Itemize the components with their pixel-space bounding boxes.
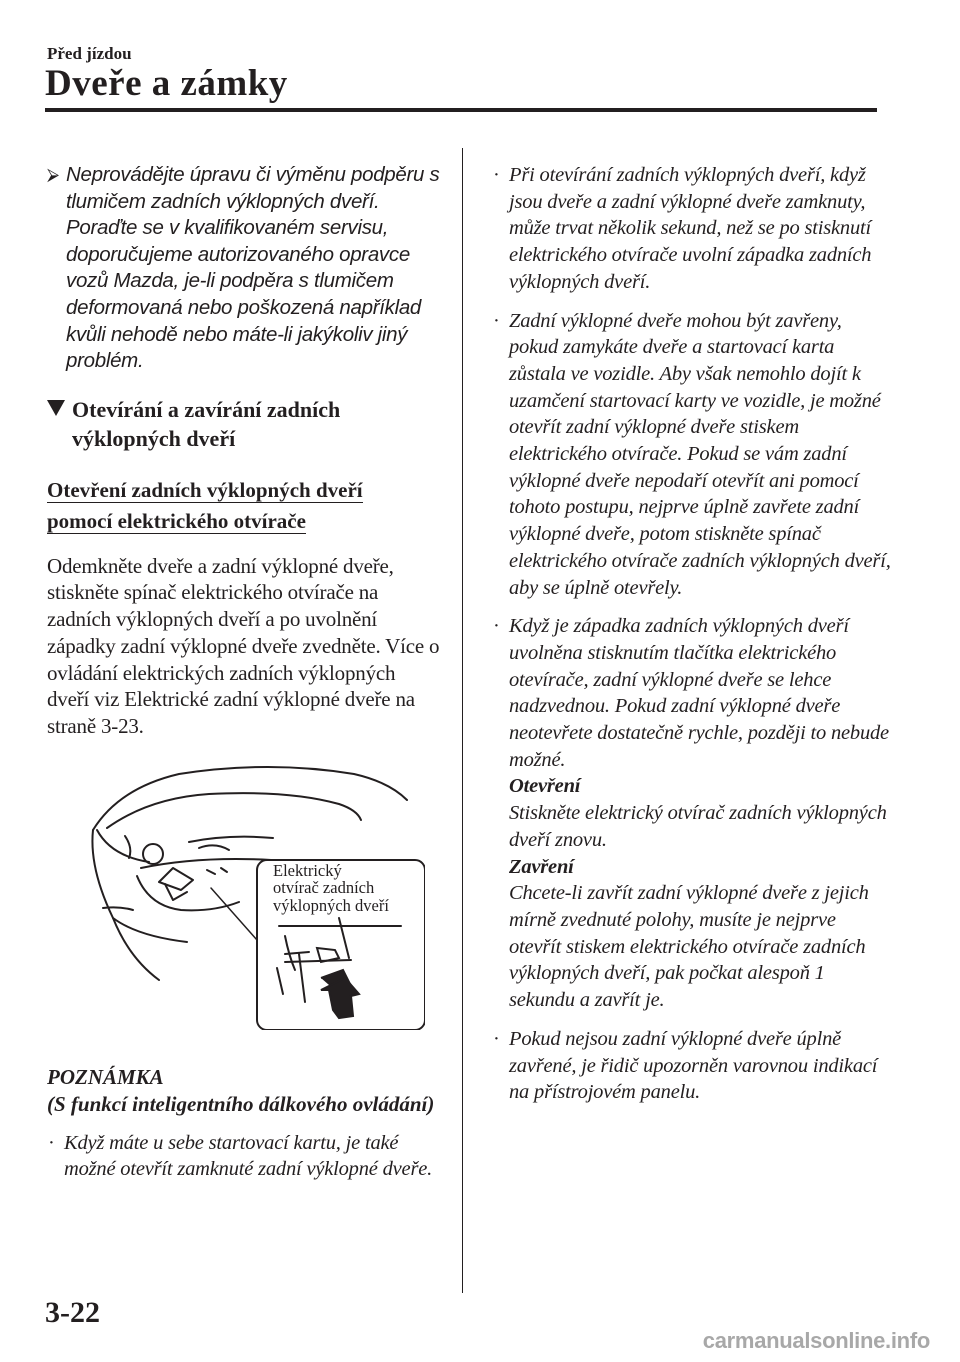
left-column: [47, 162, 442, 1195]
watermark: carmanualsonline.info: [702, 1328, 930, 1353]
bullet-text: Zadní výklopné dveře mohou být zavřeny, pokud zamykáte dveře a startovací karta zůstala ve vozidle. Aby však nemohlo dojít k uzamčení startovací karty ve vozidle, je možné otevřít zadní výklopné dveře stiskem elektrického otvírače. Pokud se vám zadní výklopné dveře nepodaří otevřít ani pomocí tohoto postupu, nejprve úplně zavřete zadní výklopné dveře, potom stiskněte spínač elektrického otvírače zadních výklopných dveří, aby se úplně otevřely.: [509, 309, 891, 599]
bullet-item: [492, 1026, 892, 1106]
right-column: [492, 162, 892, 1118]
body-paragraph: Odemkněte dveře a zadní výklopné dveře, stiskněte spínač elektrického otvírače na zadních výklopných dveří a po uvolnění západky zadní výklopné dveře zvedněte. Více o ovládání elektrických zadních výklopných dveří viz Elektrické zadní výklopné dveře na straně 3-23.: [47, 553, 440, 738]
down-triangle-icon: [47, 400, 65, 416]
note-bullet: [47, 1130, 442, 1183]
bullet-text: Když je západka zadních výklopných dveří uvolněna stisknutím tlačítka elektrického otevírače, zadní výklopné dveře se lehce nadzvednou. Pokud zadní výklopné dveře neotevřete dostatečně rychle, později to nebude možné.: [509, 615, 889, 771]
dot-icon: ·: [493, 1027, 500, 1050]
open-text: Stiskněte elektrický otvírač zadních výklopných dveří znovu.: [509, 802, 887, 851]
section-heading-text: Otevírání a zavírání zadních výklopných dveří: [72, 396, 341, 451]
warning-text: Neprovádějte úpravu či výměnu podpěru s tlumičem zadních výklopných dveří. Poraďte se v kvalifikovaném servisu, doporučujeme autorizovaného opravce vozů Mazda, je-li podpěra s tlumičem deformovaná nebo poškozená například kvůli nehodě nebo máte-li jakýkoliv jiný problém.: [66, 163, 440, 373]
callout-line-3: výklopných dveří: [273, 895, 389, 915]
bullet-item: [492, 308, 892, 602]
close-text: Chcete-li zavřít zadní výklopné dveře z jejich mírně zvednuté polohy, musíte je nejprve otevřít stiskem elektrického otvírače zadních výklopných dveří, pak počkat alespoň 1 sekundu a zavřít je.: [509, 882, 869, 1012]
bullet-text: Pokud nejsou zadní výklopné dveře úplně zavřené, je řidič upozorněn varovnou indikací na přístrojovém panelu.: [509, 1027, 878, 1104]
sub-heading-line-2: pomocí elektrického otvírače: [47, 508, 306, 533]
header-rule: [45, 108, 877, 112]
close-label: Zavření: [509, 855, 574, 878]
dot-icon: ·: [493, 615, 500, 638]
running-head: Před jízdou: [47, 44, 132, 63]
triangle-right-arrow-icon: ⮚: [47, 165, 59, 184]
open-label: Otevření: [509, 775, 581, 798]
callout-line-1: Elektrický: [273, 860, 342, 880]
page-number: 3-22: [45, 1296, 100, 1329]
dot-icon: ·: [48, 1131, 55, 1154]
bullet-item: [492, 162, 892, 296]
note-bullet-text: Když máte u sebe startovací kartu, je také možné otevřít zamknuté zadní výklopné dveře.: [64, 1131, 433, 1181]
liftgate-opener-figure: [89, 758, 425, 1030]
sub-heading: [47, 475, 363, 537]
warning-note: [47, 162, 442, 375]
note-subtitle: (S funkcí inteligentního dálkového ovládání): [47, 1091, 435, 1116]
page-title: Dveře a zámky: [45, 63, 288, 104]
column-divider: [462, 148, 463, 1293]
dot-icon: ·: [493, 309, 500, 332]
sub-heading-line-1: Otevření zadních výklopných dveří: [47, 477, 363, 502]
figure-callout: [273, 862, 389, 915]
bullet-item: [492, 613, 892, 1014]
section-heading: [47, 395, 442, 453]
note-title: POZNÁMKA: [47, 1064, 164, 1089]
callout-line-2: otvírač zadních: [273, 878, 375, 898]
dot-icon: ·: [493, 164, 500, 186]
bullet-text: Při otevírání zadních výklopných dveří, když jsou dveře a zadní výklopné dveře zamknuty, může trvat několik sekund, než se po stisknutí elektrického otvírače uvolní západka zadních výklopných dveří.: [509, 164, 872, 293]
